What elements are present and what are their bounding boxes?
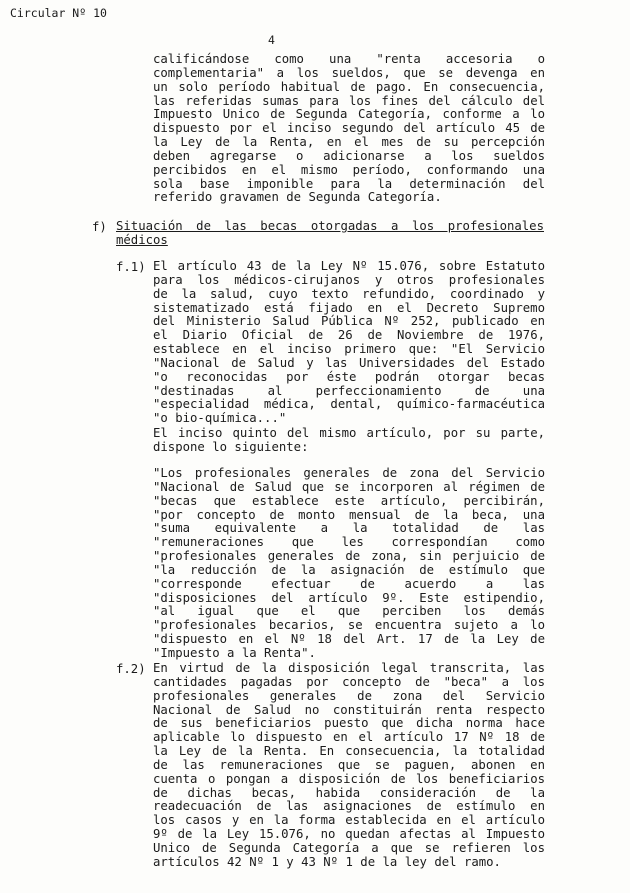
text-line: cantidades pagadas por concepto de "beca" a los: [153, 674, 545, 689]
text-line: Nacional de Salud no constituirán renta respecto: [153, 702, 545, 717]
text-line: sola base imponible para la determinación del: [153, 176, 545, 191]
text-line: para los médicos-cirujanos y otros profesionales: [153, 272, 545, 287]
text-line: "profesionales generales de zona, sin perjuicio de: [153, 549, 545, 564]
text-line: Impuesto Unico de Segunda Categoría, conforme a lo: [153, 107, 545, 122]
text-line: deben agregarse o adicionarse a los sueldos: [153, 148, 545, 163]
text-line: médicos: [116, 232, 168, 247]
f1-quote: [153, 467, 545, 661]
intro-paragraph: [153, 53, 545, 205]
text-line: "o reconocidas por éste podrán otorgar becas: [153, 369, 545, 384]
text-line: "Impuesto a la Renta".: [153, 645, 316, 660]
text-line: de la salud, cuyo texto refundido, coordinado y: [153, 286, 545, 301]
f1-paragraph-1: [153, 260, 545, 426]
text-line: establece en el inciso primero que: "El Servicio: [153, 342, 545, 357]
text-line: "dispuesto en el Nº 18 del Art. 17 de la Ley de: [153, 632, 545, 647]
circular-header: Circular Nº 10: [10, 6, 107, 20]
text-line: la Ley de la Renta. En consecuencia, la totalidad: [153, 744, 545, 759]
text-line: El artículo 43 de la Ley Nº 15.076, sobre Estatuto: [153, 259, 545, 273]
text-line: los casos y en la forma establecida en el artículo: [153, 813, 545, 828]
text-line: percibidos en el mismo período, conformando una: [153, 162, 545, 177]
text-line: del Ministerio Salud Pública Nº 252, publicado en: [153, 314, 545, 329]
section-f-label: f): [92, 220, 107, 234]
text-line: "becas que establece este artículo, percibirán,: [153, 493, 545, 508]
text-line: 9º de la Ley 15.076, no quedan afectas al Impuesto: [153, 827, 545, 842]
section-f-title: [116, 220, 544, 248]
text-line: sistematizado está fijado en el Decreto Supremo: [153, 300, 545, 315]
text-line: de las remuneraciones que se paguen, abonen en: [153, 757, 545, 772]
text-line: "destinadas al perfeccionamiento de una: [153, 383, 545, 398]
text-line: "especialidad médica, dental, químico-farmacéutica: [153, 397, 545, 412]
text-line: Situación de las becas otorgadas a los profesionales: [116, 219, 544, 233]
text-line: El inciso quinto del mismo artículo, por su parte,: [153, 426, 545, 440]
text-line: "Nacional de Salud que se incorporen al régimen de: [153, 479, 545, 494]
text-line: "la reducción de la asignación de estímulo que: [153, 562, 545, 577]
text-line: de dichas becas, habida consideración de la: [153, 785, 545, 800]
text-line: de sus beneficiarios puesto que dicha norma hace: [153, 716, 545, 731]
text-line: readecuación de las asignaciones de estímulo en: [153, 799, 545, 814]
text-line: dispuesto por el inciso segundo del artículo 45 de: [153, 121, 545, 136]
text-line: "al igual que el que perciben los demás: [153, 604, 545, 619]
text-line: la Ley de la Renta, en el mes de su percepción: [153, 135, 545, 150]
text-line: "disposiciones del artículo 9º. Este estipendio,: [153, 590, 545, 605]
section-f1-label: f.1): [116, 260, 146, 274]
text-line: referido gravamen de Segunda Categoría.: [153, 190, 442, 205]
f1-paragraph-2: [153, 427, 545, 455]
text-line: "Los profesionales generales de zona del Servicio: [153, 466, 545, 480]
text-line: "corresponde efectuar de acuerdo a las: [153, 576, 545, 591]
text-line: "o bio-química...": [153, 411, 287, 426]
text-line: un solo período habitual de pago. En consecuencia,: [153, 79, 545, 94]
page-number: 4: [268, 33, 275, 47]
text-line: "remuneraciones que les correspondían como: [153, 535, 545, 550]
text-line: artículos 42 Nº 1 y 43 Nº 1 de la ley del ramo.: [153, 854, 501, 869]
text-line: "Nacional de Salud y las Universidades del Estado: [153, 355, 545, 370]
text-line: En virtud de la disposición legal transcrita, las: [153, 661, 545, 675]
text-line: "por concepto de monto mensual de la beca, una: [153, 507, 545, 522]
text-line: Unico de Segunda Categoría a que se refieren los: [153, 840, 545, 855]
text-line: el Diario Oficial de 26 de Noviembre de 1976,: [153, 328, 545, 343]
text-line: "suma equivalente a la totalidad de las: [153, 521, 545, 536]
text-line: profesionales generales de zona del Servicio: [153, 688, 545, 703]
text-line: aplicable lo dispuesto en el artículo 17 Nº 18 de: [153, 730, 545, 745]
section-f2-label: f.2): [116, 662, 146, 676]
text-line: cuenta o pongan a disposición de los beneficiarios: [153, 771, 545, 786]
text-line: las referidas sumas para los fines del cálculo del: [153, 93, 545, 108]
f2-paragraph-1: [153, 662, 545, 870]
text-line: complementaria" a los sueldos, que se devenga en: [153, 65, 545, 80]
text-line: "profesionales becarios, se encuentra sujeto a lo: [153, 618, 545, 633]
text-line: calificándose como una "renta accesoria o: [153, 52, 545, 66]
text-line: dispone lo siguiente:: [153, 439, 309, 454]
